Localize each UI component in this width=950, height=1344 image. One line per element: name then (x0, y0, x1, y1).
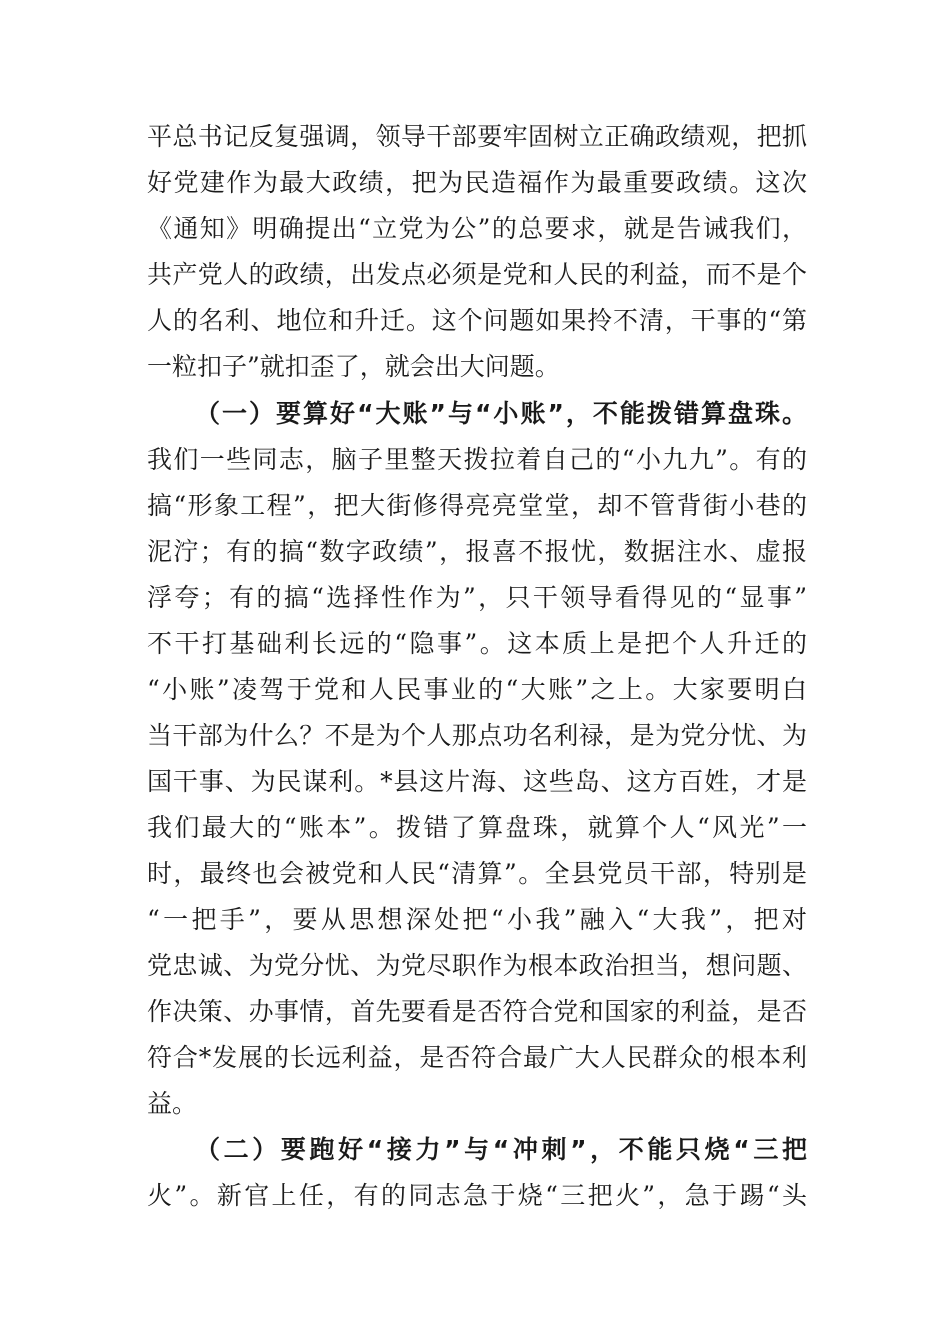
body-text-line: 《通知》明确提出“立党为公”的总要求，就是告诫我们， (147, 214, 807, 243)
body-text-line: 浮夸；有的搞“选择性作为”，只干领导看得见的“显事” (147, 583, 807, 612)
body-text-line: 平总书记反复强调，领导干部要牢固树立正确政绩观，把抓 (147, 122, 807, 151)
body-text-line: 当干部为什么？不是为个人那点功名利禄，是为党分忧、为 (147, 721, 807, 750)
body-text-line: 一粒扣子”就扣歪了，就会出大问题。 (147, 352, 560, 381)
section-heading-2: （二）要跑好“接力”与“冲刺”，不能只烧“三把 (195, 1135, 807, 1164)
body-text-line: 作决策、办事情，首先要看是否符合党和国家的利益，是否 (147, 997, 807, 1026)
body-text-line: 时，最终也会被党和人民“清算”。全县党员干部，特别是 (147, 859, 807, 888)
body-text-line: 党忠诚、为党分忧、为党尽职作为根本政治担当，想问题、 (147, 951, 807, 980)
body-text-line: 泥泞；有的搞“数字政绩”，报喜不报忧，数据注水、虚报 (147, 537, 807, 566)
body-text-line: 好党建作为最大政绩，把为民造福作为最重要政绩。这次 (147, 168, 807, 197)
body-text-line: 我们最大的“账本”。拨错了算盘珠，就算个人“风光”一 (147, 813, 808, 842)
section-heading-1: （一）要算好“大账”与“小账”，不能拨错算盘珠。 (195, 399, 807, 428)
body-text-line: 不干打基础利长远的“隐事”。这本质上是把个人升迁的 (147, 629, 807, 658)
body-text-line: 益。 (147, 1089, 198, 1118)
body-text-line: 我们一些同志，脑子里整天拨拉着自己的“小九九”。有的 (147, 445, 807, 474)
body-text-line: 共产党人的政绩，出发点必须是党和人民的利益，而不是个 (147, 260, 807, 289)
body-text-line: 符合*发展的长远利益，是否符合最广大人民群众的根本利 (147, 1043, 807, 1072)
body-text-line: 火”。新官上任，有的同志急于烧“三把火”，急于踢“头 (147, 1181, 807, 1210)
body-text-line: “小账”凌驾于党和人民事业的“大账”之上。大家要明白 (147, 675, 807, 704)
body-text-line: “一把手”，要从思想深处把“小我”融入“大我”，把对 (147, 905, 807, 934)
body-text-line: 人的名利、地位和升迁。这个问题如果拎不清，干事的“第 (147, 306, 807, 335)
body-text-line: 国干事、为民谋利。*县这片海、这些岛、这方百姓，才是 (147, 767, 807, 796)
body-text-line: 搞“形象工程”，把大街修得亮亮堂堂，却不管背街小巷的 (147, 491, 807, 520)
